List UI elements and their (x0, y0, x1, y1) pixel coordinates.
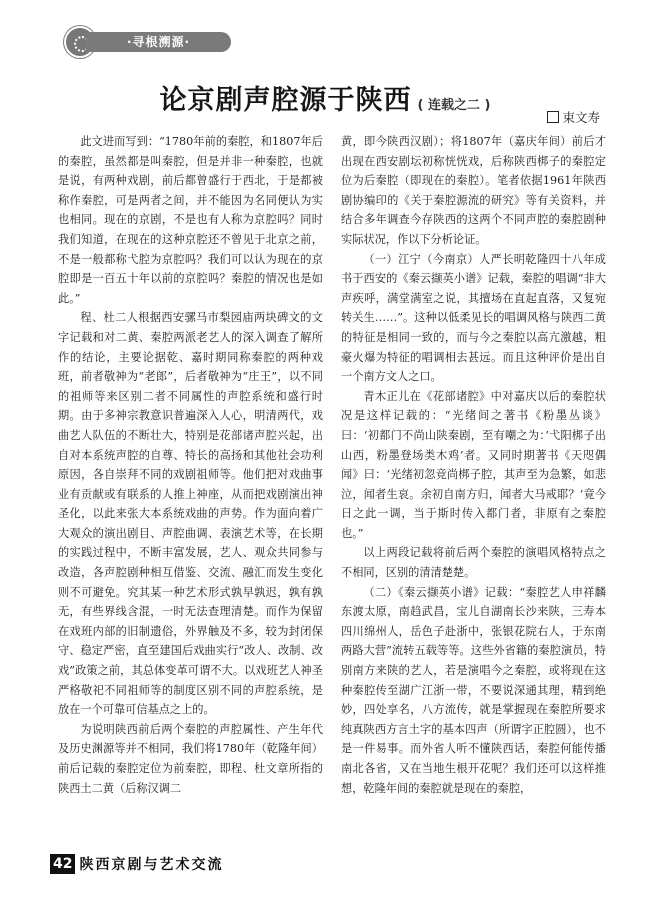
page-footer (50, 853, 223, 877)
column-tag-label: ·寻根溯源· (86, 32, 231, 52)
column-tag (64, 26, 231, 58)
paragraph: （一）江宁（今南京）人严长明乾隆四十八年成书于西安的《秦云撷英小谱》记载，秦腔的唱调“非大声疾呼，满堂满室之说，其擅场在直起直落，又复宛转关生……”。这种以低柔见长的唱调风格与陕西二黄的特征是相同一致的，而与今之秦腔以高亢激越，粗豪火爆为特征的唱调相去甚远。而且这种评价是出自一个南方文人之口。 (341, 252, 606, 384)
right-column (341, 132, 606, 840)
author-box-icon (547, 111, 559, 123)
journal-name: 陕西京剧与艺术交流 (79, 856, 224, 873)
paragraph: 黄，即今陕西汉剧）；将1807年（嘉庆年间）前后才出现在西安剧坛初称恍恍戏，后称陕西梆子的秦腔定位为后秦腔（即现在的秦腔）。笔者依据1961年陕西剧协编印的《关于秦腔源流的研究》等有关资料，并结合多年调查今存陕西的这两个不同声腔的秦腔剧种实际状况，作以下分析论证。 (341, 135, 606, 246)
series-note: ( 连载之二 ) (417, 98, 491, 113)
paragraph: 青木正儿在《花部诸腔》中对嘉庆以后的秦腔状况是这样记载的：“光绪间之著书《粉墨丛谈》曰：‘初都门不尚山陕秦剧，至有嘲之为：’弋阳梆子出山西，粉墨登场类木鸡’者。又同时期著书《天咫偶闻》曰：‘光绪初忽竞尚梆子腔，其声至为急繁，如悲泣，闻者生哀。余初自南方归，闻者大马戒耶？’竟今日之此一调，当于斯时传入都门者，非原有之秦腔也。” (341, 389, 606, 540)
paragraph: 以上两段记载将前后两个秦腔的演唱风格特点之不相同，区别的清清楚楚。 (341, 546, 606, 580)
paragraph: 此文进而写到：“1780年前的秦腔，和1807年后的秦腔，虽然都是叫秦腔，但是并非一种秦腔，也就是说，有两种戏剧，前后都曾盛行于西北，于是都被称作秦腔，可是两者之间，并不能因为名同便认为实也相同。现在的京剧，不是也有人称为京腔吗？同时我们知道，在现在的这种京腔还不曾见于北京之前，不是一般都称弋腔为京腔吗？我们可以认为现在的京腔即是一百五十年以前的京腔吗？秦腔的情况也是如此。” (58, 135, 323, 305)
paragraph: （二）《秦云撷英小谱》记载：“秦腔艺人申祥麟东渡太原，南趋武昌，宝儿自湖南长沙来陕，三寿本四川绵州人，岳色子赴浙中，张银花院右人，于东南两路大营”流转五载等等。这些外省籍的秦腔演员，特别南方来陕的艺人，若是演唱今之秦腔，或将现在这种秦腔传至湖广江浙一带，不要说深通其理，精到绝妙，四处享名，八方流传，就是掌握现在秦腔所要求纯真陕西方言土字的基本四声（所谓字正腔圆），也不是一件易事。而外省人听不懂陕西话，秦腔何能传播南北各省，又在当地生根开花呢？我们还可以这样推想，乾隆年间的秦腔就是现在的秦腔， (341, 585, 606, 795)
author-name: 束文寿 (562, 110, 600, 125)
author-line (547, 108, 600, 126)
paragraph: 程、杜二人根据西安骡马市梨园庙两块碑文的文字记载和对二黄、秦腔两派老艺人的深入调查了解所作的结论，主要论据乾、嘉时期同称秦腔的两种戏班，前者敬神为“老郎”，后者敬神为“庄王”，以不同的祖师等来区别二者不同属性的声腔系统和盛行时期。由于多神宗教意识普遍深入人心，明清两代，戏曲艺人队伍的不断壮大，特别是花部诸声腔兴起，出自对本系统声腔的自尊、特长的高扬和其他社会功利原因，各自崇拜不同的戏剧祖师等。他们把对戏曲事业有贡献或有联系的人推上神座，从而把戏剧演出神圣化，以此来张大本系统戏曲的声势。作为面向着广大观众的演出剧目、声腔曲调、表演艺术等，在长期的实践过程中，不断丰富发展，艺人、观众共同参与改造，各声腔剧种相互借鉴、交流、融汇而发生变化则不可避免。究其某一种艺术形式孰早孰迟，孰有孰无，有些界线含混，一时无法查理清楚。而作为保留在戏班内部的旧制遗俗，外界触及不多，较为封闭保守、稳定严密，直至建国后戏曲实行“改人、改制、改戏”政策之前，其总体变革可谓不大。以戏班艺人神圣严格敬祀不同祖师等的制度区别不同的声腔系统，是放在一个可靠可信基点之上的。 (58, 311, 323, 717)
page-number: 42 (50, 854, 75, 874)
article-title: 论京剧声腔源于陕西 (159, 85, 412, 116)
paragraph: 为说明陕西前后两个秦腔的声腔属性、产生年代及历史渊源等并不相同，我们将1780年（乾隆年间）前后记载的秦腔定位为前秦腔，即程、杜文章所指的陕西土二黄（后称汉调二 (58, 722, 323, 795)
left-column (58, 132, 323, 840)
